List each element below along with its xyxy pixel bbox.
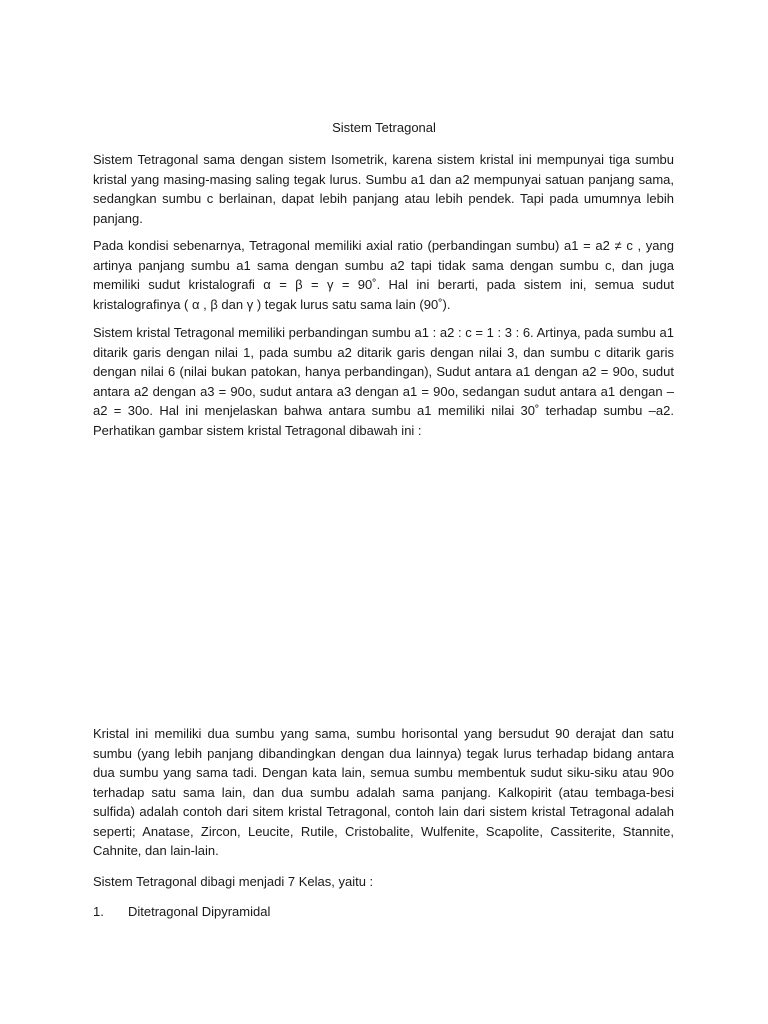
list-item [93, 902, 674, 922]
paragraph-crystal-description: Kristal ini memiliki dua sumbu yang sama, sumbu horisontal yang bersudut 90 derajat dan satu sumbu (yang lebih panjang dibandingkan dengan dua lainnya) tegak lurus terhadap bidang antara dua sumbu yang sama tadi. Dengan kata lain, semua sumbu membentuk sudut siku-siku atau 90o terhadap satu sama lain, dan dua sumbu adalah sama panjang. Kalkopirit (atau tembaga-besi sulfida) adalah contoh dari sitem kristal Tetragonal, contoh lain dari sistem kristal Tetragonal adalah seperti; Anatase, Zircon, Leucite, Rutile, Cristobalite, Wulfenite, Scapolite, Cassiterite, Stannite, Cahnite, dan lain-lain. [93, 726, 674, 858]
paragraph-axial-ratio: Pada kondisi sebenarnya, Tetragonal memiliki axial ratio (perbandingan sumbu) a1 = a2 ≠ c , yang artinya panjang sumbu a1 sama dengan sumbu a2 tapi tidak sama dengan sumbu c, dan juga memiliki sudut kristalografi α = β = γ = 90˚. Hal ini berarti, pada sistem ini, semua sudut kristalografinya ( α , β dan γ ) tegak lurus satu sama lain (90˚). [93, 238, 674, 312]
list-item-label: Ditetragonal Dipyramidal [128, 904, 271, 919]
figure-placeholder [93, 448, 674, 710]
paragraph-intro: Sistem Tetragonal sama dengan sistem Isometrik, karena sistem kristal ini mempunyai tiga sumbu kristal yang masing-masing saling tegak lurus. Sumbu a1 dan a2 mempunyai satuan panjang sama, sedangkan sumbu c berlainan, dapat lebih panjang atau lebih pendek. Tapi pada umumnya lebih panjang. [93, 152, 674, 226]
document-title: Sistem Tetragonal [332, 120, 436, 135]
paragraph-axis-ratio-detail: Sistem kristal Tetragonal memiliki perbandingan sumbu a1 : a2 : c = 1 : 3 : 6. Artinya, pada sumbu a1 ditarik garis dengan nilai 1, pada sumbu a2 ditarik garis dengan nilai 3, dan sumbu c ditarik garis dengan nilai 6 (nilai bukan patokan, hanya perbandingan), Sudut antara a1 dengan a2 = 90o, sudut antara a2 dengan a3 = 90o, sudut antara a3 dengan a1 = 90o, sedangan sudut antara a1 dengan –a2 = 30o. Hal ini menjelaskan bahwa antara sumbu a1 memiliki nilai 30˚ terhadap sumbu –a2. Perhatikan gambar sistem kristal Tetragonal dibawah ini : [93, 325, 674, 438]
paragraph-classes-intro: Sistem Tetragonal dibagi menjadi 7 Kelas, yaitu : [93, 874, 374, 889]
list-item-number: 1. [93, 904, 104, 919]
